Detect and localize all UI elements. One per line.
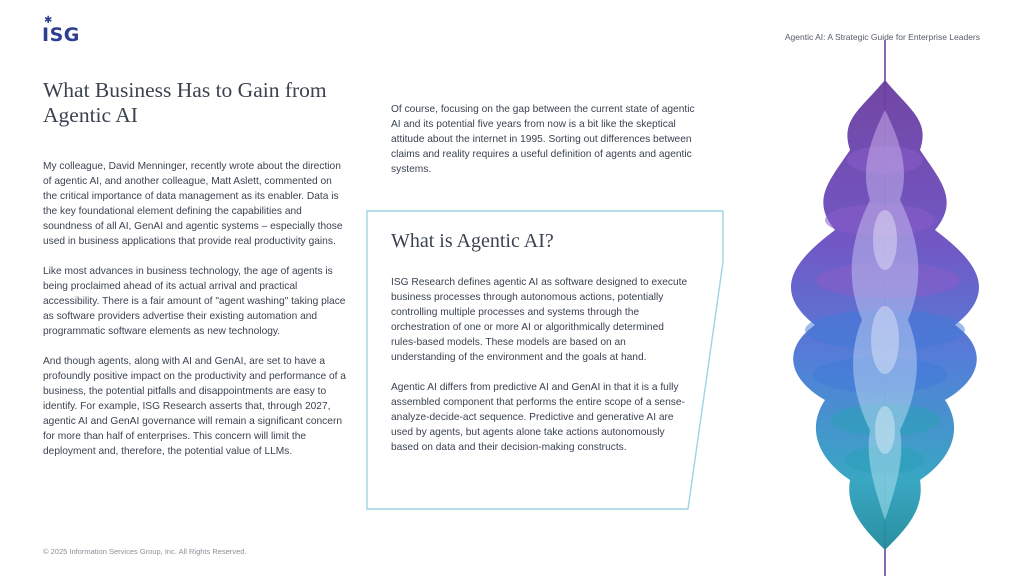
page-title: What Business Has to Gain from Agentic AI: [43, 78, 327, 127]
logo-text: ISG: [42, 24, 80, 46]
copyright-footer: © 2025 Information Services Group, Inc. All Rights Reserved.: [43, 547, 247, 556]
callout-paragraph-2: Agentic AI differs from predictive AI and GenAI in that it is a fully assembled component that performs the entire scope of a sense-analyze-decide-act sequence. Predictive and generative AI are used by agents, but agents alone take actions autonomously based on data and their decision-making constructs.: [391, 382, 685, 453]
left-paragraph-2: Like most advances in business technology, the age of agents is being proclaimed ahead of its actual arrival and practical accessibility. There is a fair amount of "agent washing" taking place as software providers advertise their existing automation and programmatic software elements as new technology.: [43, 266, 346, 337]
logo-star-icon: ✱: [44, 15, 53, 26]
isg-logo: [42, 15, 82, 46]
left-column: [43, 159, 347, 474]
guide-title: Agentic AI: A Strategic Guide for Enterprise Leaders: [784, 32, 980, 42]
left-paragraph-1: My colleague, David Menninger, recently wrote about the direction of agentic AI, and another colleague, Matt Aslett, commented on the critical importance of data management as its enabler. Data is the key foundational element defining the capabilities and soundness of all AI, GenAI and agentic systems – especially those used in business applications that provide real productivity gains.: [43, 161, 343, 247]
callout-title: What is Agentic AI?: [391, 230, 554, 252]
intro-paragraph: Of course, focusing on the gap between the current state of agentic AI and its potential five years from now is a bit like the skeptical attitude about the internet in 1995. Sorting out differences between claims and reality requires a useful definition of agents and agentic systems.: [391, 104, 695, 175]
callout-paragraph-1: ISG Research defines agentic AI as software designed to execute business processes through autonomous actions, potentially controlling multiple processes and systems through the orchestration of one or more AI or algorithmically determined rules-based models. These models are based on an understanding of the environment and the goals at hand.: [391, 277, 688, 363]
left-paragraph-3: And though agents, along with AI and GenAI, are set to have a profoundly positive impact on the productivity and performance of a business, the potential pitfalls and disappointments are easy to identify. For example, ISG Research asserts that, through 2027, agentic AI and GenAI governance will remain a significant concern for more than half of enterprises. This concern will limit the deployment and, therefore, the potential value of LLMs.: [43, 356, 346, 457]
abstract-spiral-artwork: [760, 40, 1010, 576]
callout-body: [391, 275, 691, 470]
